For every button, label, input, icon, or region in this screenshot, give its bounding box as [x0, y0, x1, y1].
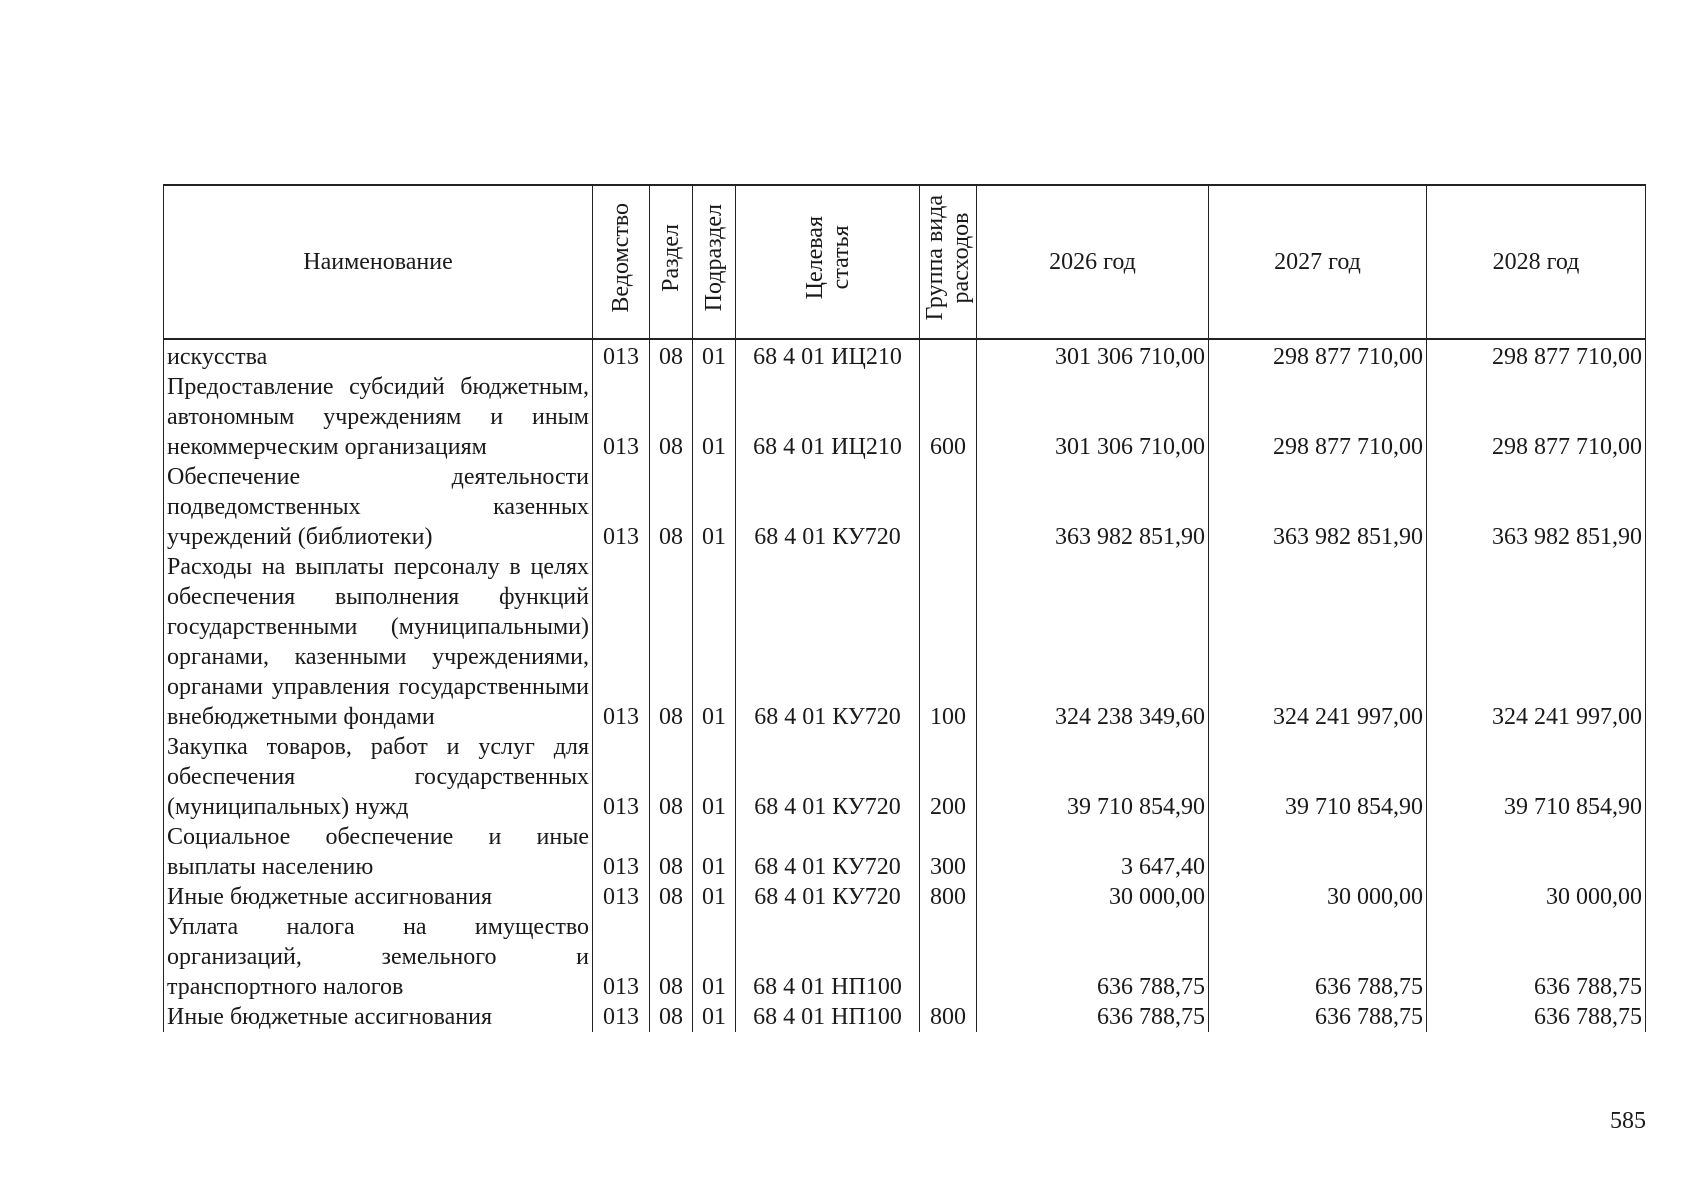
- header-expense-group: Группа вида расходов: [920, 185, 977, 339]
- cell-2027: 636 788,75: [1209, 1002, 1427, 1032]
- cell-name: искусства: [164, 339, 593, 372]
- cell-2027: [1209, 822, 1427, 882]
- cell-2028: 39 710 854,90: [1427, 732, 1646, 822]
- cell-section: 08: [650, 1002, 693, 1032]
- table-header: [164, 185, 1646, 339]
- table-row: [164, 882, 1646, 912]
- budget-table: [163, 184, 1646, 1032]
- cell-section: 08: [650, 339, 693, 372]
- cell-section: 08: [650, 822, 693, 882]
- cell-subsection: 01: [693, 552, 736, 732]
- cell-2026: 39 710 854,90: [977, 732, 1209, 822]
- cell-subsection: 01: [693, 912, 736, 1002]
- cell-subsection: 01: [693, 1002, 736, 1032]
- table-row: [164, 372, 1646, 462]
- cell-2028: 298 877 710,00: [1427, 339, 1646, 372]
- cell-target-article: 68 4 01 НП100: [736, 1002, 920, 1032]
- cell-2028: 324 241 997,00: [1427, 552, 1646, 732]
- cell-section: 08: [650, 552, 693, 732]
- cell-name: Иные бюджетные ассигнования: [164, 1002, 593, 1032]
- cell-expense-group: [920, 462, 977, 552]
- cell-target-article: 68 4 01 КУ720: [736, 822, 920, 882]
- cell-2028: 30 000,00: [1427, 882, 1646, 912]
- cell-2028: 636 788,75: [1427, 1002, 1646, 1032]
- cell-expense-group: 800: [920, 882, 977, 912]
- cell-2026: 636 788,75: [977, 912, 1209, 1002]
- header-subsection: Подраздел: [693, 185, 736, 339]
- cell-name: Обеспечение деятельности подведомственных казенных учреждений (библиотеки): [164, 462, 593, 552]
- cell-2028: [1427, 822, 1646, 882]
- cell-2026: 324 238 349,60: [977, 552, 1209, 732]
- cell-expense-group: [920, 339, 977, 372]
- cell-section: 08: [650, 732, 693, 822]
- cell-expense-group: 800: [920, 1002, 977, 1032]
- cell-2026: 30 000,00: [977, 882, 1209, 912]
- cell-target-article: 68 4 01 НП100: [736, 912, 920, 1002]
- cell-subsection: 01: [693, 339, 736, 372]
- cell-section: 08: [650, 882, 693, 912]
- cell-department: 013: [593, 372, 650, 462]
- cell-subsection: 01: [693, 822, 736, 882]
- cell-target-article: 68 4 01 КУ720: [736, 552, 920, 732]
- cell-name: Иные бюджетные ассигнования: [164, 882, 593, 912]
- cell-2026: 3 647,40: [977, 822, 1209, 882]
- cell-expense-group: 300: [920, 822, 977, 882]
- cell-department: 013: [593, 822, 650, 882]
- header-2028: 2028 год: [1427, 185, 1646, 339]
- cell-department: 013: [593, 1002, 650, 1032]
- cell-target-article: 68 4 01 КУ720: [736, 732, 920, 822]
- cell-department: 013: [593, 882, 650, 912]
- cell-2027: 298 877 710,00: [1209, 372, 1427, 462]
- table-row: [164, 462, 1646, 552]
- page-number: 585: [1610, 1108, 1646, 1134]
- header-target-article: Целевая статья: [736, 185, 920, 339]
- cell-department: 013: [593, 462, 650, 552]
- cell-target-article: 68 4 01 ИЦ210: [736, 339, 920, 372]
- table-row: [164, 912, 1646, 1002]
- cell-subsection: 01: [693, 372, 736, 462]
- cell-expense-group: 600: [920, 372, 977, 462]
- cell-department: 013: [593, 339, 650, 372]
- cell-2026: 301 306 710,00: [977, 339, 1209, 372]
- cell-name: Социальное обеспечение и иные выплаты населению: [164, 822, 593, 882]
- cell-subsection: 01: [693, 462, 736, 552]
- header-department: Ведомство: [593, 185, 650, 339]
- cell-name: Расходы на выплаты персоналу в целях обеспечения выполнения функций государственными (муниципальными) органами, казенными учреждениями, органами управления государственными внебюджетными фондами: [164, 552, 593, 732]
- cell-department: 013: [593, 552, 650, 732]
- header-2026: 2026 год: [977, 185, 1209, 339]
- cell-subsection: 01: [693, 732, 736, 822]
- table-row: [164, 1002, 1646, 1032]
- header-section: Раздел: [650, 185, 693, 339]
- cell-2027: 298 877 710,00: [1209, 339, 1427, 372]
- cell-name: Уплата налога на имущество организаций, земельного и транспортного налогов: [164, 912, 593, 1002]
- table-row: [164, 732, 1646, 822]
- header-name: Наименование: [164, 185, 593, 339]
- cell-expense-group: 200: [920, 732, 977, 822]
- cell-expense-group: 100: [920, 552, 977, 732]
- cell-name: Предоставление субсидий бюджетным, автономным учреждениям и иным некоммерческим организациям: [164, 372, 593, 462]
- cell-expense-group: [920, 912, 977, 1002]
- cell-2028: 363 982 851,90: [1427, 462, 1646, 552]
- cell-section: 08: [650, 372, 693, 462]
- cell-target-article: 68 4 01 КУ720: [736, 882, 920, 912]
- cell-2028: 298 877 710,00: [1427, 372, 1646, 462]
- table-row: [164, 339, 1646, 372]
- cell-2027: 324 241 997,00: [1209, 552, 1427, 732]
- cell-2026: 636 788,75: [977, 1002, 1209, 1032]
- cell-section: 08: [650, 912, 693, 1002]
- cell-2027: 363 982 851,90: [1209, 462, 1427, 552]
- table-row: [164, 552, 1646, 732]
- header-2027: 2027 год: [1209, 185, 1427, 339]
- cell-section: 08: [650, 462, 693, 552]
- cell-name: Закупка товаров, работ и услуг для обеспечения государственных (муниципальных) нужд: [164, 732, 593, 822]
- cell-2027: 39 710 854,90: [1209, 732, 1427, 822]
- table-body: [164, 339, 1646, 1032]
- cell-2027: 636 788,75: [1209, 912, 1427, 1002]
- cell-target-article: 68 4 01 ИЦ210: [736, 372, 920, 462]
- cell-2027: 30 000,00: [1209, 882, 1427, 912]
- cell-department: 013: [593, 732, 650, 822]
- cell-2028: 636 788,75: [1427, 912, 1646, 1002]
- cell-2026: 301 306 710,00: [977, 372, 1209, 462]
- cell-target-article: 68 4 01 КУ720: [736, 462, 920, 552]
- cell-2026: 363 982 851,90: [977, 462, 1209, 552]
- cell-department: 013: [593, 912, 650, 1002]
- table-row: [164, 822, 1646, 882]
- cell-subsection: 01: [693, 882, 736, 912]
